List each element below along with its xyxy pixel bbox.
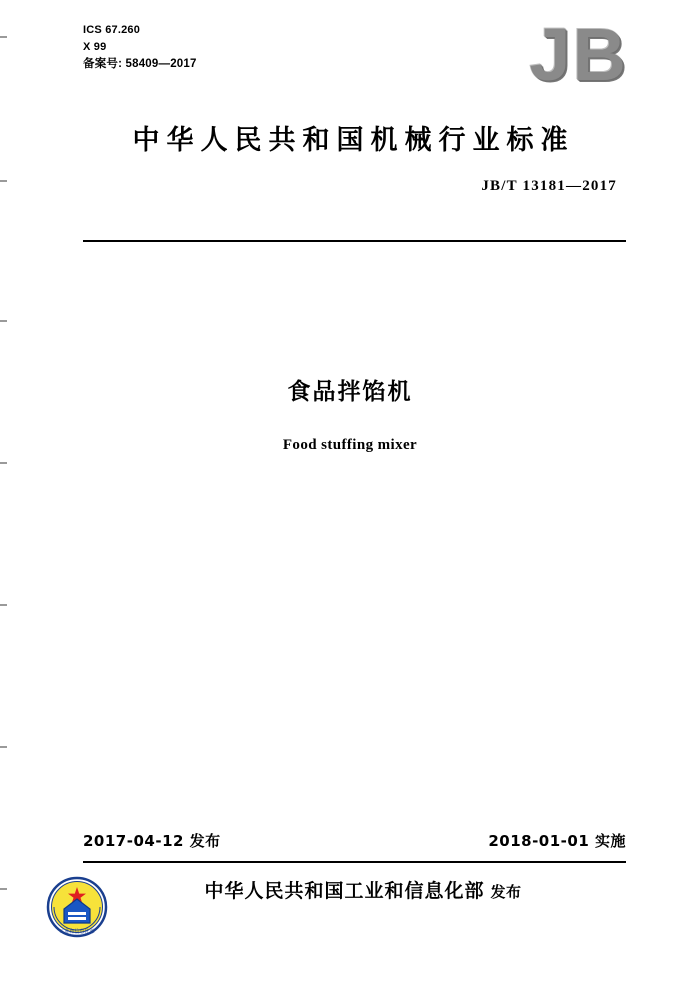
publisher-suffix: 发布 [490,883,522,901]
document-title-chinese: 食品拌馅机 [287,379,413,405]
page-title: 中华人民共和国机械行业标准 [132,125,575,156]
edge-tick-mark [0,462,7,464]
ics-header-block [83,22,197,73]
record-number: 备案号: 58409—2017 [83,58,197,70]
divider-top [83,240,626,242]
divider-bottom [83,861,626,863]
classification-code: X 99 [83,41,107,53]
edge-tick-mark [0,180,7,182]
edge-tick-mark [0,746,7,748]
svg-text:工业和信息化部: 工业和信息化部 [59,929,95,935]
publisher-name: 中华人民共和国工业和信息化部 [204,880,485,902]
document-title-english: Food stuffing mixer [282,437,418,453]
edge-tick-mark [0,36,7,38]
standard-number: JB/T 13181—2017 [481,178,617,194]
edge-tick-mark [0,604,7,606]
issue-date: 2017-04-12 发布 [83,832,221,850]
ics-code: ICS 67.260 [83,24,141,36]
effective-date: 2018-01-01 实施 [488,832,626,850]
jb-logo-icon: JB [529,13,628,96]
edge-tick-mark [0,320,7,322]
publisher-line [0,876,700,903]
